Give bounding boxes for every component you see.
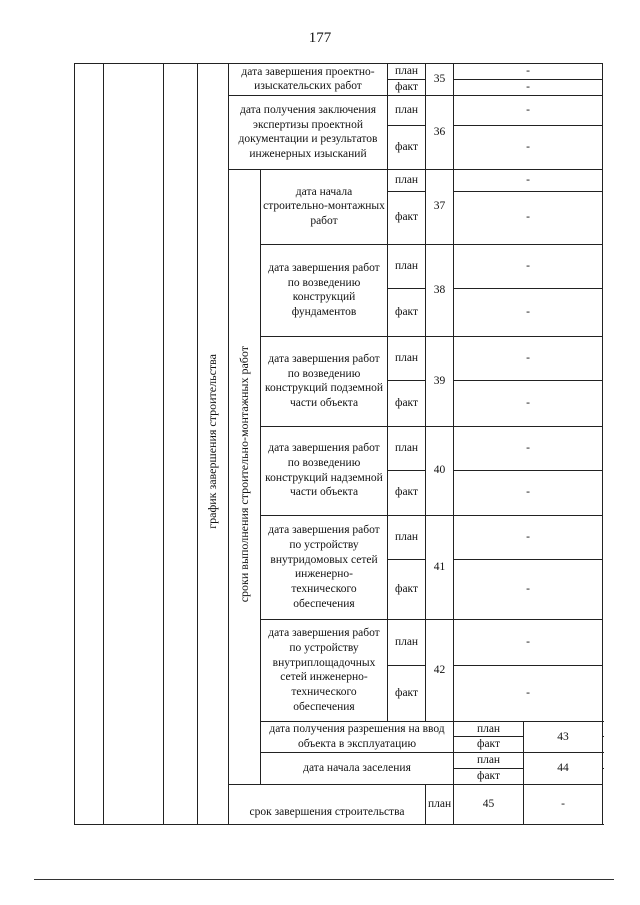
fact-value-35: - bbox=[454, 79, 603, 95]
plan-value-42: - bbox=[454, 619, 603, 665]
plan-cell-42: план bbox=[388, 619, 426, 665]
row-label-40: дата завершения работ по возведению конструкций надземной части объекта bbox=[261, 426, 388, 515]
empty-column-1 bbox=[75, 64, 104, 825]
plan-value-39: - bbox=[454, 336, 603, 380]
construction-schedule-label: график завершения строительства bbox=[205, 354, 220, 529]
fact-cell-37: факт bbox=[388, 191, 426, 244]
fact-value-40: - bbox=[454, 470, 603, 515]
row-label-42: дата завершения работ по устройству внутриплощадочных сетей инженерно-технического обеспечения bbox=[261, 619, 388, 721]
row-number-38: 38 bbox=[426, 244, 454, 336]
row-number-42: 42 bbox=[426, 619, 454, 721]
fact-cell-43: факт bbox=[454, 737, 524, 753]
vertical-label-construction-schedule bbox=[198, 64, 229, 825]
footer-rule bbox=[34, 879, 614, 880]
fact-value-38: - bbox=[454, 288, 603, 336]
row-label-41: дата завершения работ по устройству внутридомовых сетей инженерно-технического обеспечения bbox=[261, 515, 388, 619]
row-label-37: дата начала строительно-монтажных работ bbox=[261, 169, 388, 244]
row-label-44: дата начала заселения bbox=[261, 753, 454, 784]
fact-cell-42: факт bbox=[388, 665, 426, 721]
row-number-36: 36 bbox=[426, 95, 454, 169]
row-label-35: дата завершения проектно-изыскательских работ bbox=[229, 64, 388, 96]
plan-cell-41: план bbox=[388, 515, 426, 559]
fact-cell-44: факт bbox=[454, 768, 524, 784]
fact-value-39: - bbox=[454, 380, 603, 426]
plan-value-37: - bbox=[454, 169, 603, 191]
plan-value-45: - bbox=[524, 784, 603, 824]
plan-cell-43: план bbox=[454, 721, 524, 737]
plan-cell-40: план bbox=[388, 426, 426, 470]
plan-cell-45: план bbox=[426, 784, 454, 824]
row-number-40: 40 bbox=[426, 426, 454, 515]
row-label-36: дата получения заключения экспертизы проектной документации и результатов инженерных изысканий bbox=[229, 95, 388, 169]
plan-value-41: - bbox=[454, 515, 603, 559]
fact-cell-38: факт bbox=[388, 288, 426, 336]
plan-value-40: - bbox=[454, 426, 603, 470]
page-number: 177 bbox=[308, 30, 332, 46]
plan-cell-36: план bbox=[388, 95, 426, 125]
plan-cell-37: план bbox=[388, 169, 426, 191]
row-number-41: 41 bbox=[426, 515, 454, 619]
row-label-39: дата завершения работ по возведению конструкций подземной части объекта bbox=[261, 336, 388, 426]
fact-cell-36: факт bbox=[388, 125, 426, 169]
construction-terms-label: сроки выполнения строительно-монтажных работ bbox=[236, 346, 251, 603]
fact-cell-39: факт bbox=[388, 380, 426, 426]
fact-cell-40: факт bbox=[388, 470, 426, 515]
plan-cell-38: план bbox=[388, 244, 426, 288]
row-label-43: дата получения разрешения на ввод объекта в эксплуатацию bbox=[261, 721, 454, 752]
fact-value-36: - bbox=[454, 125, 603, 169]
fact-value-42: - bbox=[454, 665, 603, 721]
vertical-label-construction-terms bbox=[229, 169, 261, 784]
empty-column-2 bbox=[104, 64, 164, 825]
empty-column-3 bbox=[164, 64, 198, 825]
fact-value-41: - bbox=[454, 559, 603, 619]
plan-cell-44: план bbox=[454, 753, 524, 769]
plan-value-35: - bbox=[454, 64, 603, 80]
fact-cell-41: факт bbox=[388, 559, 426, 619]
row-number-39: 39 bbox=[426, 336, 454, 426]
plan-cell-39: план bbox=[388, 336, 426, 380]
fact-cell-35: факт bbox=[388, 79, 426, 95]
row-number-43: 43 bbox=[524, 721, 603, 752]
plan-cell-35: план bbox=[388, 64, 426, 80]
construction-schedule-table bbox=[74, 63, 603, 825]
row-label-45: срок завершения строительства bbox=[229, 784, 426, 824]
row-number-35: 35 bbox=[426, 64, 454, 96]
row-number-45: 45 bbox=[454, 784, 524, 824]
plan-value-38: - bbox=[454, 244, 603, 288]
row-number-44: 44 bbox=[524, 753, 603, 784]
fact-value-37: - bbox=[454, 191, 603, 244]
plan-value-36: - bbox=[454, 95, 603, 125]
row-number-37: 37 bbox=[426, 169, 454, 244]
row-label-38: дата завершения работ по возведению конструкций фундаментов bbox=[261, 244, 388, 336]
